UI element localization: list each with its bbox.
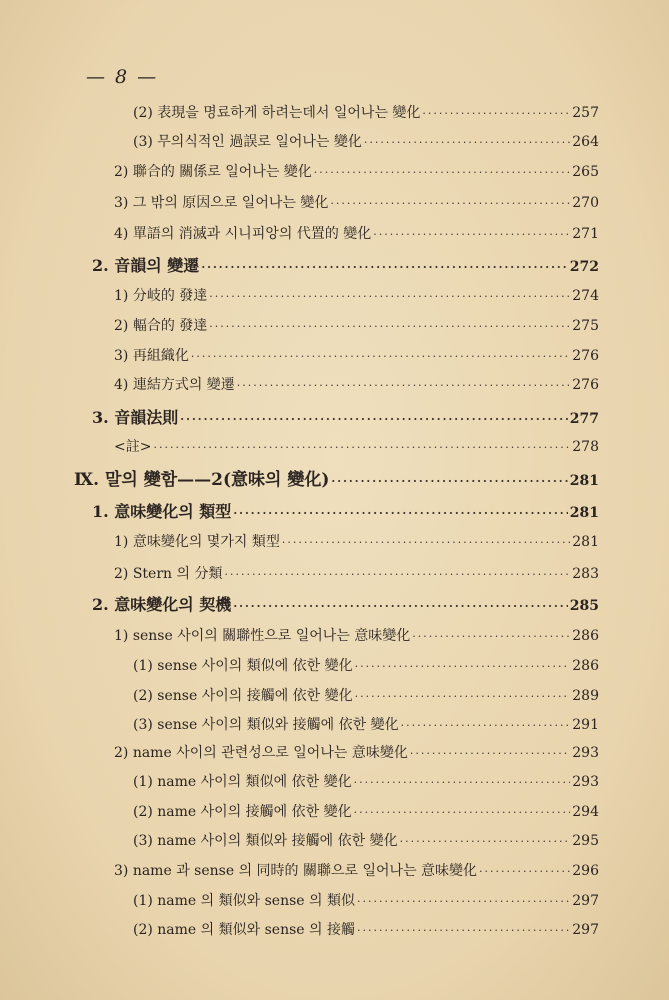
toc-entry [74, 468, 599, 492]
toc-entry [133, 130, 599, 154]
toc-entry-page: 297 [572, 922, 599, 938]
toc-entry-title: 3) 그 밖의 原因으로 일어나는 變化 [114, 195, 329, 211]
toc-entry [133, 918, 599, 942]
toc-entry [114, 530, 599, 554]
toc-entry-title: (2) 表現을 명료하게 하려는데서 일어나는 變化 [133, 105, 421, 121]
dot-leader [237, 374, 570, 398]
toc-entry-title: (1) name 사이의 類似에 依한 變化 [133, 774, 352, 790]
toc-entry-page: 257 [572, 105, 599, 121]
toc-entry [114, 314, 599, 338]
toc-entry-page: 294 [572, 804, 599, 820]
dot-leader [354, 771, 571, 795]
toc-entry [114, 859, 599, 883]
toc-entry-page: 278 [572, 439, 599, 455]
toc-entry-page: 289 [572, 688, 599, 704]
toc-entry-title: 1) 分岐的 發達 [114, 288, 208, 304]
toc-entry-title: (2) name 사이의 接觸에 依한 變化 [133, 804, 352, 820]
toc-entry [133, 654, 599, 678]
dot-leader [153, 436, 570, 460]
toc-entry-page: 286 [572, 658, 599, 674]
toc-entry-page: 285 [569, 598, 599, 614]
toc-entry-page: 283 [572, 566, 599, 582]
dot-leader [410, 742, 570, 766]
toc-entry [114, 373, 599, 397]
dot-leader [191, 345, 570, 369]
toc-entry [114, 222, 599, 246]
toc-entry-page: 275 [572, 318, 599, 334]
toc-entry [92, 500, 599, 524]
toc-entry-title: 2) 聯合的 關係로 일어나는 變化 [114, 164, 312, 180]
toc-entry-page: 277 [569, 411, 599, 427]
toc-entry-title: 4) 連結方式의 變遷 [114, 377, 235, 393]
toc-entry-title: <註> [114, 439, 152, 455]
toc-entry-title: 3) 再組織化 [114, 348, 189, 364]
toc-entry-page: 281 [572, 534, 599, 550]
toc-entry-title: (3) name 사이의 類似와 接觸에 依한 變化 [133, 833, 398, 849]
dot-leader [412, 625, 570, 649]
toc-entry-page: 264 [572, 134, 599, 150]
toc-entry [92, 593, 599, 617]
toc-entry-page: 293 [572, 745, 599, 761]
dot-leader [357, 919, 570, 943]
toc-entry-title: 1) sense 사이의 關聯性으로 일어나는 意味變化 [114, 628, 411, 644]
toc-entry-title: (1) name 의 類似와 sense 의 類似 [133, 893, 355, 909]
toc-entry-title: Ⅸ. 말의 變함——2(意味의 變化) [74, 470, 330, 490]
dot-leader [314, 161, 570, 185]
toc-entry-title: (3) 무의식적인 過誤로 일어나는 變化 [133, 134, 362, 150]
dot-leader [355, 685, 571, 709]
toc-entry-title: 2) 輻合的 發達 [114, 318, 208, 334]
toc-entry [92, 254, 599, 278]
dot-leader [331, 470, 567, 494]
dot-leader [224, 563, 570, 587]
dot-leader [330, 192, 570, 216]
toc-entry-title: 2) name 사이의 관련성으로 일어나는 意味變化 [114, 745, 408, 761]
toc-entry-page: 272 [569, 259, 599, 275]
dot-leader [354, 801, 571, 825]
toc-entry [114, 741, 599, 765]
toc-entry [133, 684, 599, 708]
toc-entry-page: 295 [572, 833, 599, 849]
toc-entry-title: 1) 意味變化의 몇가지 類型 [114, 534, 280, 550]
dot-leader [401, 714, 571, 738]
toc-entry-title: (2) name 의 類似와 sense 의 接觸 [133, 922, 355, 938]
dot-leader [355, 655, 571, 679]
dot-leader [364, 131, 570, 155]
toc-entry [133, 101, 599, 125]
toc-entry [114, 191, 599, 215]
toc-entry-page: 281 [569, 473, 599, 489]
toc-entry [114, 160, 599, 184]
dot-leader [209, 285, 570, 309]
toc-entry [133, 800, 599, 824]
toc-entry-title: 3. 音韻法則 [92, 408, 179, 427]
toc-entry-title: 1. 意味變化의 類型 [92, 502, 232, 521]
toc-entry-page: 293 [572, 774, 599, 790]
toc-entry-title: 2) Stern 의 分類 [114, 566, 223, 582]
toc-entry-title: 4) 單語의 消滅과 시니피앙의 代置的 變化 [114, 226, 372, 242]
dot-leader [201, 256, 567, 280]
dot-leader [422, 102, 570, 126]
dot-leader [373, 223, 570, 247]
toc-entry-page: 271 [572, 226, 599, 242]
toc-entry-page: 291 [572, 717, 599, 733]
toc-entry-title: (1) sense 사이의 類似에 依한 變化 [133, 658, 353, 674]
page-number: — 8 — [86, 66, 159, 88]
toc-entry-page: 281 [569, 505, 599, 521]
toc-entry [92, 406, 599, 430]
toc-entry [114, 562, 599, 586]
toc-entry-page: 276 [572, 348, 599, 364]
dot-leader [400, 830, 571, 854]
toc-entry [133, 713, 599, 737]
toc-entry [114, 624, 599, 648]
dot-leader [479, 860, 570, 884]
dot-leader [357, 890, 570, 914]
toc-entry-page: 286 [572, 628, 599, 644]
toc-entry [133, 889, 599, 913]
toc-entry-title: (3) sense 사이의 類似와 接觸에 依한 變化 [133, 717, 399, 733]
toc-entry-page: 296 [572, 863, 599, 879]
dot-leader [233, 595, 567, 619]
toc-entry-page: 297 [572, 893, 599, 909]
dot-leader [180, 408, 567, 432]
toc-entry-page: 276 [572, 377, 599, 393]
toc-entry-page: 270 [572, 195, 599, 211]
toc-entry [114, 344, 599, 368]
toc-entry-title: 2. 音韻의 變遷 [92, 256, 200, 275]
toc-entry-title: (2) sense 사이의 接觸에 依한 變化 [133, 688, 353, 704]
toc-entry-page: 274 [572, 288, 599, 304]
dot-leader [209, 315, 570, 339]
toc-entry [114, 435, 599, 459]
toc-entry-title: 2. 意味變化의 契機 [92, 595, 232, 614]
toc-entry-page: 265 [572, 164, 599, 180]
dot-leader [233, 502, 567, 526]
toc-entry [133, 829, 599, 853]
toc-entry-title: 3) name 과 sense 의 同時的 關聯으로 일어나는 意味變化 [114, 863, 478, 879]
toc-entry [133, 770, 599, 794]
toc-entry [114, 284, 599, 308]
dot-leader [282, 531, 570, 555]
